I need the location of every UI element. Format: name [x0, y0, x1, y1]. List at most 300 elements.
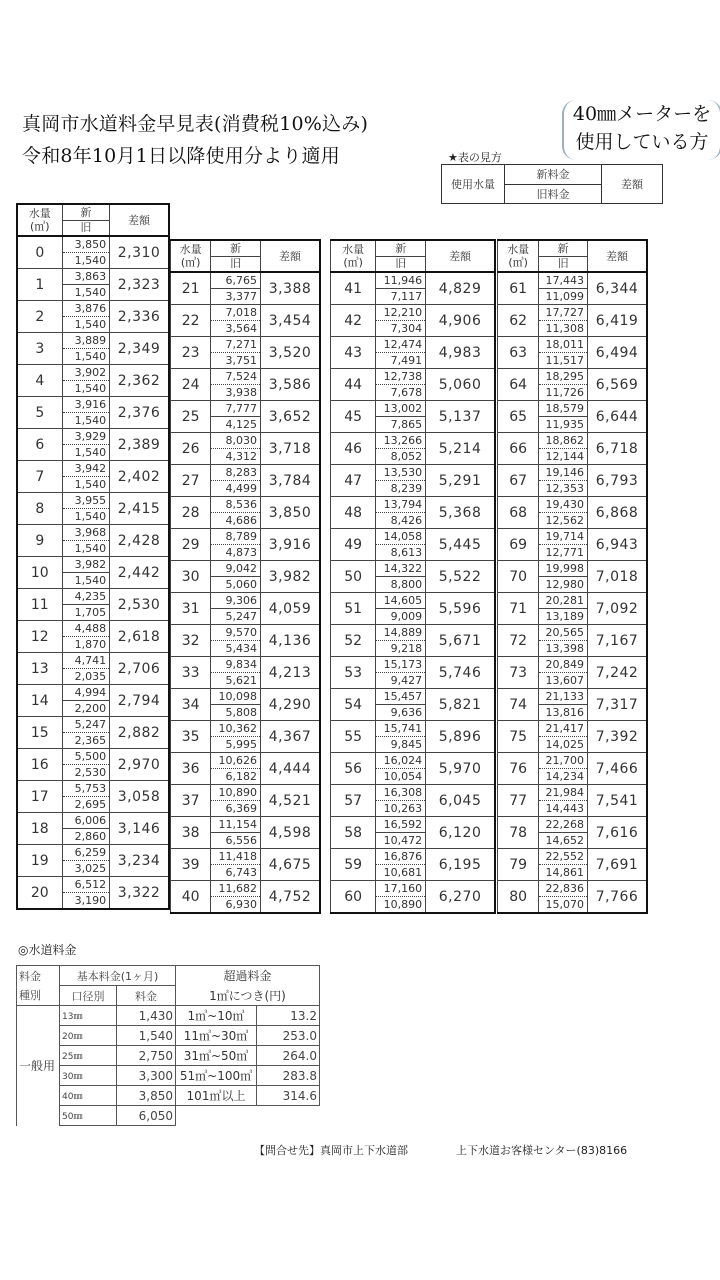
cell-new-fee: 17,443 — [539, 272, 588, 289]
cell-quantity: 79 — [498, 849, 539, 881]
table-row — [498, 497, 648, 513]
cell-new-fee: 3,942 — [62, 461, 110, 477]
cell-difference: 4,983 — [426, 337, 495, 369]
header-difference: 差額 — [588, 240, 647, 272]
table-row — [498, 721, 648, 737]
cell-old-fee: 1,540 — [62, 509, 110, 525]
cell-difference: 7,317 — [588, 689, 647, 721]
cell-quantity: 33 — [171, 657, 211, 689]
cell-new-fee: 8,536 — [211, 497, 261, 513]
cell-difference: 2,970 — [110, 749, 169, 781]
cell-old-fee: 3,190 — [62, 893, 110, 910]
cell-quantity: 50 — [331, 561, 376, 593]
cell-old-fee: 4,873 — [211, 545, 261, 561]
cell-difference: 2,618 — [110, 621, 169, 653]
cell-difference: 5,137 — [426, 401, 495, 433]
table-row — [498, 657, 648, 673]
cell-new-fee: 4,488 — [62, 621, 110, 637]
rates-diameter: 13㎜ — [60, 1006, 117, 1026]
cell-new-fee: 22,836 — [539, 881, 588, 897]
cell-new-fee: 5,247 — [62, 717, 110, 733]
legend-label: ★表の見方 — [448, 151, 502, 164]
cell-difference: 3,850 — [261, 497, 320, 529]
cell-old-fee: 3,938 — [211, 385, 261, 401]
cell-difference: 7,092 — [588, 593, 647, 625]
cell-quantity: 71 — [498, 593, 539, 625]
cell-new-fee: 19,146 — [539, 465, 588, 481]
cell-quantity: 12 — [17, 621, 62, 653]
header-new: 新 — [62, 204, 110, 220]
cell-old-fee: 1,540 — [62, 349, 110, 365]
rates-basic-fee: 1,430 — [117, 1006, 176, 1026]
cell-difference: 6,943 — [588, 529, 647, 561]
cell-new-fee: 20,281 — [539, 593, 588, 609]
cell-difference: 4,059 — [261, 593, 320, 625]
rates-excess-price: 13.2 — [257, 1006, 320, 1026]
cell-new-fee: 15,457 — [376, 689, 426, 705]
cell-difference: 5,368 — [426, 497, 495, 529]
cell-new-fee: 14,605 — [376, 593, 426, 609]
cell-old-fee: 5,808 — [211, 705, 261, 721]
meter-note-line2: 使用している方 — [575, 131, 709, 153]
cell-quantity: 42 — [331, 305, 376, 337]
rates-basic-fee: 2,750 — [117, 1046, 176, 1066]
header-unit-label: (㎥) — [508, 256, 528, 269]
cell-quantity: 6 — [17, 429, 62, 461]
cell-new-fee: 4,994 — [62, 685, 110, 701]
cell-quantity: 16 — [17, 749, 62, 781]
rates-diameter: 20㎜ — [60, 1026, 117, 1046]
cell-quantity: 27 — [171, 465, 211, 497]
cell-difference: 5,821 — [426, 689, 495, 721]
cell-new-fee: 8,030 — [211, 433, 261, 449]
cell-quantity: 35 — [171, 721, 211, 753]
rates-excess-price: 283.8 — [257, 1066, 320, 1086]
cell-difference: 3,388 — [261, 272, 320, 305]
cell-difference: 2,310 — [110, 236, 169, 269]
cell-difference: 5,671 — [426, 625, 495, 657]
cell-old-fee: 1,870 — [62, 637, 110, 653]
legend-difference: 差額 — [602, 165, 663, 204]
legend-table — [441, 164, 663, 204]
table-row — [498, 561, 648, 577]
header-quantity-label: 水量 — [179, 243, 202, 256]
table-row — [17, 429, 169, 445]
rates-excess-price: 253.0 — [257, 1026, 320, 1046]
cell-old-fee: 13,607 — [539, 673, 588, 689]
cell-difference: 6,344 — [588, 272, 647, 305]
table-row — [498, 433, 648, 449]
cell-new-fee: 3,968 — [62, 525, 110, 541]
cell-difference: 7,766 — [588, 881, 647, 914]
rates-row — [17, 1046, 320, 1066]
cell-quantity: 45 — [331, 401, 376, 433]
cell-old-fee: 5,621 — [211, 673, 261, 689]
table-row — [17, 525, 169, 541]
cell-quantity: 11 — [17, 589, 62, 621]
cell-difference: 5,896 — [426, 721, 495, 753]
table-row — [498, 529, 648, 545]
cell-quantity: 78 — [498, 817, 539, 849]
cell-difference: 7,242 — [588, 657, 647, 689]
cell-old-fee: 6,369 — [211, 801, 261, 817]
cell-new-fee: 5,753 — [62, 781, 110, 797]
rates-table — [16, 965, 320, 1126]
cell-old-fee: 8,426 — [376, 513, 426, 529]
cell-new-fee: 11,418 — [211, 849, 261, 865]
cell-new-fee: 3,863 — [62, 269, 110, 285]
cell-quantity: 37 — [171, 785, 211, 817]
cell-new-fee: 13,530 — [376, 465, 426, 481]
cell-new-fee: 3,850 — [62, 236, 110, 253]
cell-difference: 5,596 — [426, 593, 495, 625]
cell-new-fee: 6,765 — [211, 272, 261, 289]
cell-old-fee: 1,540 — [62, 285, 110, 301]
header-new: 新 — [376, 240, 426, 256]
legend-usage: 使用水量 — [442, 165, 505, 204]
cell-difference: 6,569 — [588, 369, 647, 401]
header-quantity — [171, 240, 211, 272]
header-quantity — [17, 204, 62, 236]
header-old: 旧 — [376, 256, 426, 272]
cell-quantity: 54 — [331, 689, 376, 721]
cell-new-fee: 3,982 — [62, 557, 110, 573]
table-row — [171, 689, 321, 705]
cell-quantity: 4 — [17, 365, 62, 397]
cell-new-fee: 14,322 — [376, 561, 426, 577]
cell-old-fee: 10,472 — [376, 833, 426, 849]
cell-quantity: 44 — [331, 369, 376, 401]
table-row — [498, 689, 648, 705]
cell-quantity: 72 — [498, 625, 539, 657]
cell-old-fee: 1,540 — [62, 445, 110, 461]
cell-quantity: 43 — [331, 337, 376, 369]
cell-new-fee: 3,876 — [62, 301, 110, 317]
cell-new-fee: 14,058 — [376, 529, 426, 545]
cell-quantity: 61 — [498, 272, 539, 305]
cell-difference: 2,349 — [110, 333, 169, 365]
cell-old-fee: 2,035 — [62, 669, 110, 685]
cell-new-fee: 9,570 — [211, 625, 261, 641]
table-row — [17, 653, 169, 669]
cell-old-fee: 3,025 — [62, 861, 110, 877]
cell-quantity: 36 — [171, 753, 211, 785]
cell-new-fee: 16,592 — [376, 817, 426, 833]
cell-quantity: 51 — [331, 593, 376, 625]
header-unit-label: (㎥) — [29, 220, 50, 233]
cell-old-fee: 10,054 — [376, 769, 426, 785]
cell-quantity: 9 — [17, 525, 62, 557]
cell-quantity: 49 — [331, 529, 376, 561]
cell-old-fee: 12,562 — [539, 513, 588, 529]
rates-basic-fee: 6,050 — [117, 1106, 176, 1126]
cell-old-fee: 9,218 — [376, 641, 426, 657]
cell-quantity: 13 — [17, 653, 62, 685]
cell-difference: 5,522 — [426, 561, 495, 593]
cell-old-fee: 1,540 — [62, 413, 110, 429]
table-row — [498, 401, 648, 417]
table-row — [171, 881, 321, 897]
cell-old-fee: 4,312 — [211, 449, 261, 465]
cell-old-fee: 10,263 — [376, 801, 426, 817]
cell-difference: 2,428 — [110, 525, 169, 557]
table-row — [171, 785, 321, 801]
rates-diameter: 25㎜ — [60, 1046, 117, 1066]
cell-difference: 5,060 — [426, 369, 495, 401]
table-row — [171, 337, 321, 353]
cell-new-fee: 22,268 — [539, 817, 588, 833]
cell-new-fee: 18,862 — [539, 433, 588, 449]
table-row — [331, 465, 496, 481]
cell-new-fee: 13,794 — [376, 497, 426, 513]
cell-old-fee: 6,556 — [211, 833, 261, 849]
rates-category: 一般用 — [17, 1006, 60, 1126]
rates-diameter: 30㎜ — [60, 1066, 117, 1086]
cell-new-fee: 21,984 — [539, 785, 588, 801]
cell-difference: 2,794 — [110, 685, 169, 717]
cell-difference: 4,521 — [261, 785, 320, 817]
cell-difference: 2,882 — [110, 717, 169, 749]
table-row — [331, 657, 496, 673]
cell-difference: 2,706 — [110, 653, 169, 685]
rates-row — [17, 1026, 320, 1046]
header-difference: 差額 — [426, 240, 495, 272]
cell-quantity: 15 — [17, 717, 62, 749]
cell-difference: 6,494 — [588, 337, 647, 369]
cell-new-fee: 14,889 — [376, 625, 426, 641]
table-row — [17, 685, 169, 701]
cell-difference: 7,167 — [588, 625, 647, 657]
cell-quantity: 0 — [17, 236, 62, 269]
cell-old-fee: 4,686 — [211, 513, 261, 529]
legend-new-fee: 新料金 — [505, 165, 602, 185]
cell-difference: 3,322 — [110, 877, 169, 910]
rates-excess-range: 51㎥~100㎥ — [176, 1066, 257, 1086]
cell-quantity: 17 — [17, 781, 62, 813]
page-subtitle: 令和8年10月1日以降使用分より適用 — [22, 145, 340, 167]
cell-quantity: 59 — [331, 849, 376, 881]
cell-quantity: 56 — [331, 753, 376, 785]
cell-old-fee: 1,540 — [62, 477, 110, 493]
table-row — [331, 337, 496, 353]
cell-new-fee: 9,306 — [211, 593, 261, 609]
cell-old-fee: 5,434 — [211, 641, 261, 657]
cell-new-fee: 11,946 — [376, 272, 426, 289]
table-row — [17, 877, 169, 893]
cell-new-fee: 4,741 — [62, 653, 110, 669]
cell-difference: 3,454 — [261, 305, 320, 337]
cell-old-fee: 9,845 — [376, 737, 426, 753]
cell-quantity: 1 — [17, 269, 62, 301]
cell-new-fee: 18,295 — [539, 369, 588, 385]
cell-old-fee: 13,816 — [539, 705, 588, 721]
cell-quantity: 5 — [17, 397, 62, 429]
table-row — [331, 272, 496, 289]
cell-quantity: 68 — [498, 497, 539, 529]
table-row — [331, 753, 496, 769]
cell-difference: 2,336 — [110, 301, 169, 333]
cell-quantity: 48 — [331, 497, 376, 529]
cell-difference: 6,195 — [426, 849, 495, 881]
rate-block-1 — [16, 203, 170, 910]
cell-new-fee: 20,565 — [539, 625, 588, 641]
cell-new-fee: 12,474 — [376, 337, 426, 353]
cell-difference: 6,120 — [426, 817, 495, 849]
cell-old-fee: 8,052 — [376, 449, 426, 465]
cell-old-fee: 5,060 — [211, 577, 261, 593]
header-quantity — [498, 240, 539, 272]
cell-old-fee: 3,564 — [211, 321, 261, 337]
table-row — [498, 369, 648, 385]
cell-old-fee: 7,117 — [376, 289, 426, 305]
cell-difference: 4,367 — [261, 721, 320, 753]
table-row — [498, 785, 648, 801]
cell-difference: 4,752 — [261, 881, 320, 914]
header-unit-label: (㎥) — [180, 256, 201, 269]
cell-old-fee: 12,771 — [539, 545, 588, 561]
cell-difference: 4,675 — [261, 849, 320, 881]
rates-section-title: ◎水道料金 — [18, 943, 77, 957]
cell-new-fee: 21,417 — [539, 721, 588, 737]
cell-old-fee: 6,182 — [211, 769, 261, 785]
cell-old-fee: 5,995 — [211, 737, 261, 753]
table-row — [331, 369, 496, 385]
table-row — [498, 593, 648, 609]
cell-quantity: 28 — [171, 497, 211, 529]
cell-difference: 6,868 — [588, 497, 647, 529]
cell-new-fee: 10,098 — [211, 689, 261, 705]
cell-old-fee: 11,308 — [539, 321, 588, 337]
table-row — [331, 593, 496, 609]
cell-difference: 4,213 — [261, 657, 320, 689]
table-row — [171, 433, 321, 449]
cell-new-fee: 7,524 — [211, 369, 261, 385]
table-row — [171, 497, 321, 513]
table-row — [17, 621, 169, 637]
cell-quantity: 18 — [17, 813, 62, 845]
cell-difference: 5,214 — [426, 433, 495, 465]
table-row — [17, 301, 169, 317]
rates-type-header-2: 種別 — [17, 986, 60, 1006]
cell-quantity: 34 — [171, 689, 211, 721]
cell-quantity: 52 — [331, 625, 376, 657]
cell-old-fee: 14,443 — [539, 801, 588, 817]
cell-old-fee: 7,304 — [376, 321, 426, 337]
rates-row — [17, 1106, 320, 1126]
cell-old-fee: 2,200 — [62, 701, 110, 717]
cell-new-fee: 12,210 — [376, 305, 426, 321]
rates-basic-fee: 3,300 — [117, 1066, 176, 1086]
table-row — [331, 529, 496, 545]
cell-new-fee: 7,777 — [211, 401, 261, 417]
table-row — [331, 401, 496, 417]
cell-old-fee: 15,070 — [539, 897, 588, 914]
cell-quantity: 10 — [17, 557, 62, 589]
cell-old-fee: 10,681 — [376, 865, 426, 881]
cell-old-fee: 1,705 — [62, 605, 110, 621]
table-row — [17, 717, 169, 733]
cell-quantity: 39 — [171, 849, 211, 881]
cell-difference: 2,415 — [110, 493, 169, 525]
table-row — [498, 881, 648, 897]
cell-new-fee: 22,552 — [539, 849, 588, 865]
rates-row — [17, 1066, 320, 1086]
cell-old-fee: 1,540 — [62, 541, 110, 557]
table-row — [498, 272, 648, 289]
cell-difference: 5,445 — [426, 529, 495, 561]
rates-excess-range: 101㎥以上 — [176, 1086, 257, 1106]
cell-new-fee: 10,626 — [211, 753, 261, 769]
cell-new-fee: 10,362 — [211, 721, 261, 737]
cell-old-fee: 11,935 — [539, 417, 588, 433]
table-row — [331, 817, 496, 833]
cell-old-fee: 2,860 — [62, 829, 110, 845]
cell-new-fee: 15,741 — [376, 721, 426, 737]
header-new: 新 — [211, 240, 261, 256]
cell-new-fee: 8,789 — [211, 529, 261, 545]
cell-old-fee: 4,125 — [211, 417, 261, 433]
table-row — [17, 813, 169, 829]
cell-old-fee: 3,377 — [211, 289, 261, 305]
table-row — [498, 337, 648, 353]
cell-new-fee: 7,271 — [211, 337, 261, 353]
rates-diameter: 40㎜ — [60, 1086, 117, 1106]
cell-difference: 3,058 — [110, 781, 169, 813]
cell-quantity: 26 — [171, 433, 211, 465]
cell-new-fee: 17,727 — [539, 305, 588, 321]
cell-old-fee: 8,613 — [376, 545, 426, 561]
cell-quantity: 22 — [171, 305, 211, 337]
cell-old-fee: 8,239 — [376, 481, 426, 497]
cell-new-fee: 16,024 — [376, 753, 426, 769]
cell-quantity: 23 — [171, 337, 211, 369]
header-difference: 差額 — [261, 240, 320, 272]
rates-basic-fee: 3,850 — [117, 1086, 176, 1106]
cell-quantity: 70 — [498, 561, 539, 593]
table-row — [331, 785, 496, 801]
legend-old-fee: 旧料金 — [505, 184, 602, 204]
header-quantity — [331, 240, 376, 272]
cell-old-fee: 14,025 — [539, 737, 588, 753]
cell-difference: 6,419 — [588, 305, 647, 337]
cell-difference: 4,598 — [261, 817, 320, 849]
cell-new-fee: 6,259 — [62, 845, 110, 861]
cell-difference: 7,691 — [588, 849, 647, 881]
cell-difference: 6,045 — [426, 785, 495, 817]
cell-difference: 4,444 — [261, 753, 320, 785]
table-row — [171, 369, 321, 385]
rate-block-4 — [497, 239, 648, 914]
cell-quantity: 66 — [498, 433, 539, 465]
table-row — [171, 721, 321, 737]
cell-difference: 2,442 — [110, 557, 169, 589]
cell-new-fee: 11,154 — [211, 817, 261, 833]
cell-new-fee: 21,133 — [539, 689, 588, 705]
cell-difference: 6,718 — [588, 433, 647, 465]
cell-old-fee: 11,517 — [539, 353, 588, 369]
cell-quantity: 24 — [171, 369, 211, 401]
cell-quantity: 14 — [17, 685, 62, 717]
cell-quantity: 31 — [171, 593, 211, 625]
cell-old-fee: 9,636 — [376, 705, 426, 721]
table-row — [171, 849, 321, 865]
cell-old-fee: 2,365 — [62, 733, 110, 749]
table-row — [331, 433, 496, 449]
cell-difference: 2,402 — [110, 461, 169, 493]
cell-old-fee: 1,540 — [62, 253, 110, 269]
cell-new-fee: 16,876 — [376, 849, 426, 865]
cell-new-fee: 6,512 — [62, 877, 110, 893]
